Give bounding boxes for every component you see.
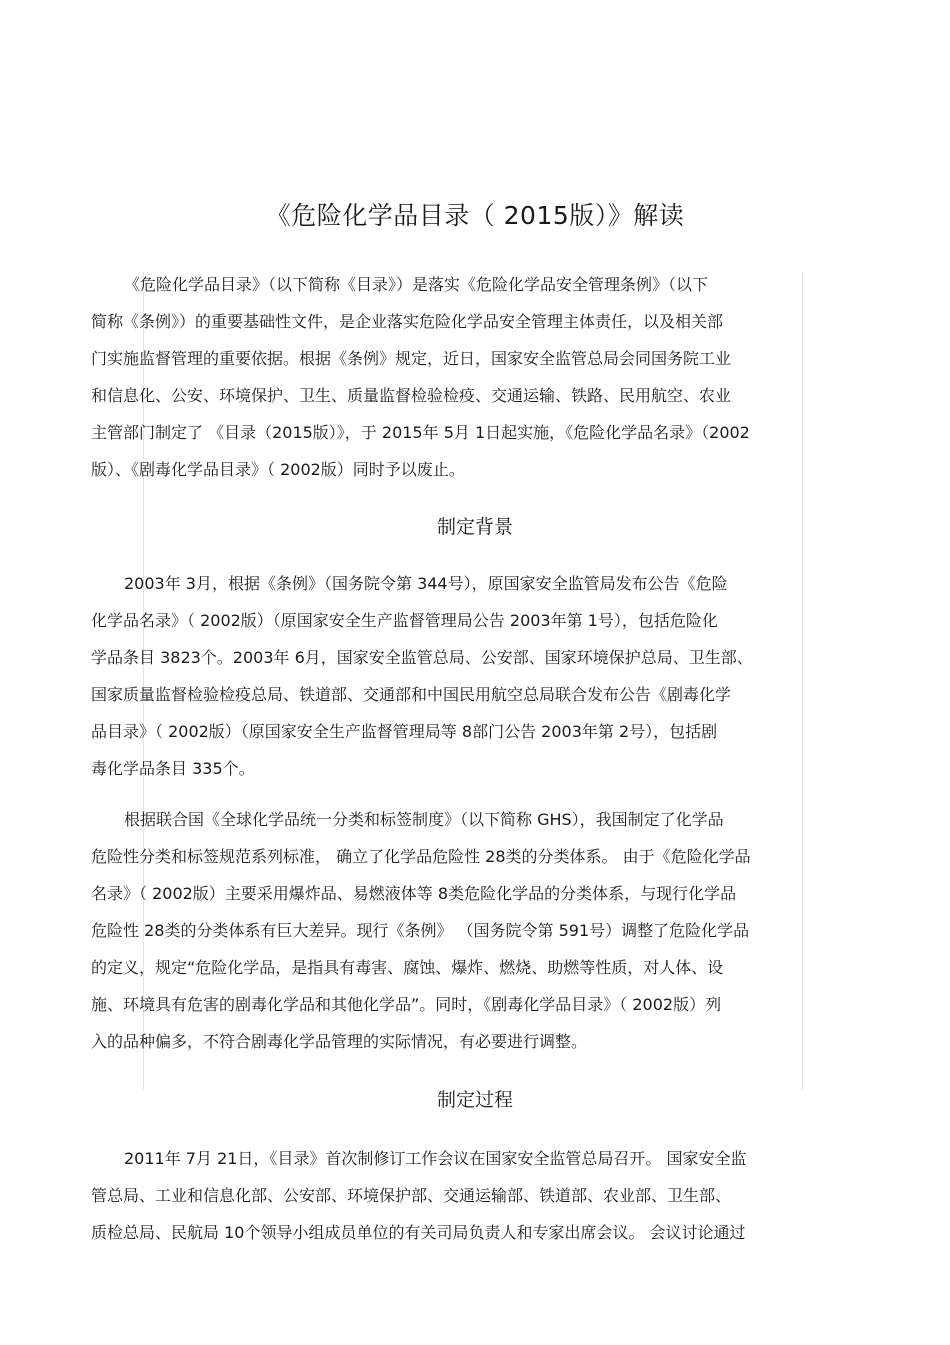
background-paragraph-1: [91, 565, 866, 787]
paragraph-line: 国家质量监督检验检疫总局、铁道部、交通部和中国民用航空总局联合发布公告《剧毒化学: [91, 685, 732, 704]
paragraph-line: 化学品名录》（ 2002版）（原国家安全生产监督管理局公告 2003年第 1号），包括危险化: [91, 611, 718, 630]
paragraph-line: 品目录》（ 2002版）（原国家安全生产监督管理局等 8部门公告 2003年第 2号），包括剧: [91, 722, 718, 741]
paragraph-line: 危险性 28类的分类体系有巨大差异。现行《条例》 （国务院令第 591号）调整了危险化学品: [91, 921, 750, 940]
section-heading-background: 制定背景: [436, 516, 513, 538]
paragraph-line: 根据联合国《全球化学品统一分类和标签制度》（以下简称 GHS），我国制定了化学品: [124, 810, 724, 829]
paragraph-line: 管总局、工业和信息化部、公安部、环境保护部、交通运输部、铁道部、农业部、卫生部、: [91, 1186, 732, 1205]
background-paragraph-2: [91, 801, 866, 1060]
paragraph-line: 毒化学品条目 335个。: [91, 759, 255, 778]
paragraph-line: 和信息化、公安、环境保护、卫生、质量监督检验检疫、交通运输、铁路、民用航空、农业: [91, 386, 732, 405]
intro-paragraph: [91, 266, 866, 488]
paragraph-line: 入的品种偏多，不符合剧毒化学品管理的实际情况，有必要进行调整。: [91, 1032, 588, 1051]
paragraph-line: 2011年 7月 21日，《目录》首次制修订工作会议在国家安全监管总局召开。 国家安全监: [124, 1149, 747, 1168]
section-heading-process: 制定过程: [436, 1089, 513, 1111]
paragraph-line: 2003年 3月，根据《条例》（国务院令第 344号），原国家安全监管局发布公告《危险: [124, 574, 728, 593]
paragraph-line: 《危险化学品目录》（以下简称《目录》）是落实《危险化学品安全管理条例》（以下: [124, 275, 709, 294]
paragraph-line: 主管部门制定了 《目录（2015版）》，于 2015年 5月 1日起实施，《危险化学品名录》（2002: [91, 423, 750, 442]
paragraph-line: 质检总局、民航局 10个领导小组成员单位的有关司局负责人和专家出席会议。 会议讨论通过: [91, 1223, 746, 1242]
paragraph-line: 危险性分类和标签规范系列标准， 确立了化学品危险性 28类的分类体系。 由于《危险化学品: [91, 847, 751, 866]
paragraph-line: 施、环境具有危害的剧毒化学品和其他化学品”。同时，《剧毒化学品目录》（ 2002版）列: [91, 995, 722, 1014]
paragraph-line: 版）、《剧毒化学品目录》（ 2002版）同时予以废止。: [91, 460, 465, 479]
paragraph-line: 的定义，规定“危险化学品，是指具有毒害、腐蚀、爆炸、燃烧、助燃等性质，对人体、设: [91, 958, 724, 977]
paragraph-line: 简称《条例》）的重要基础性文件，是企业落实危险化学品安全管理主体责任，以及相关部: [91, 312, 724, 331]
document-title: 《危险化学品目录（ 2015版）》解读: [265, 201, 685, 230]
paragraph-line: 名录》（ 2002版）主要采用爆炸品、易燃液体等 8类危险化学品的分类体系，与现行化学品: [91, 884, 737, 903]
paragraph-line: 门实施监督管理的重要依据。根据《条例》规定，近日，国家安全监管总局会同国务院工业: [91, 349, 732, 368]
process-paragraph-1: [91, 1140, 866, 1251]
paragraph-line: 学品条目 3823个。2003年 6月，国家安全监管总局、公安部、国家环境保护总局、卫生部、: [91, 648, 753, 667]
